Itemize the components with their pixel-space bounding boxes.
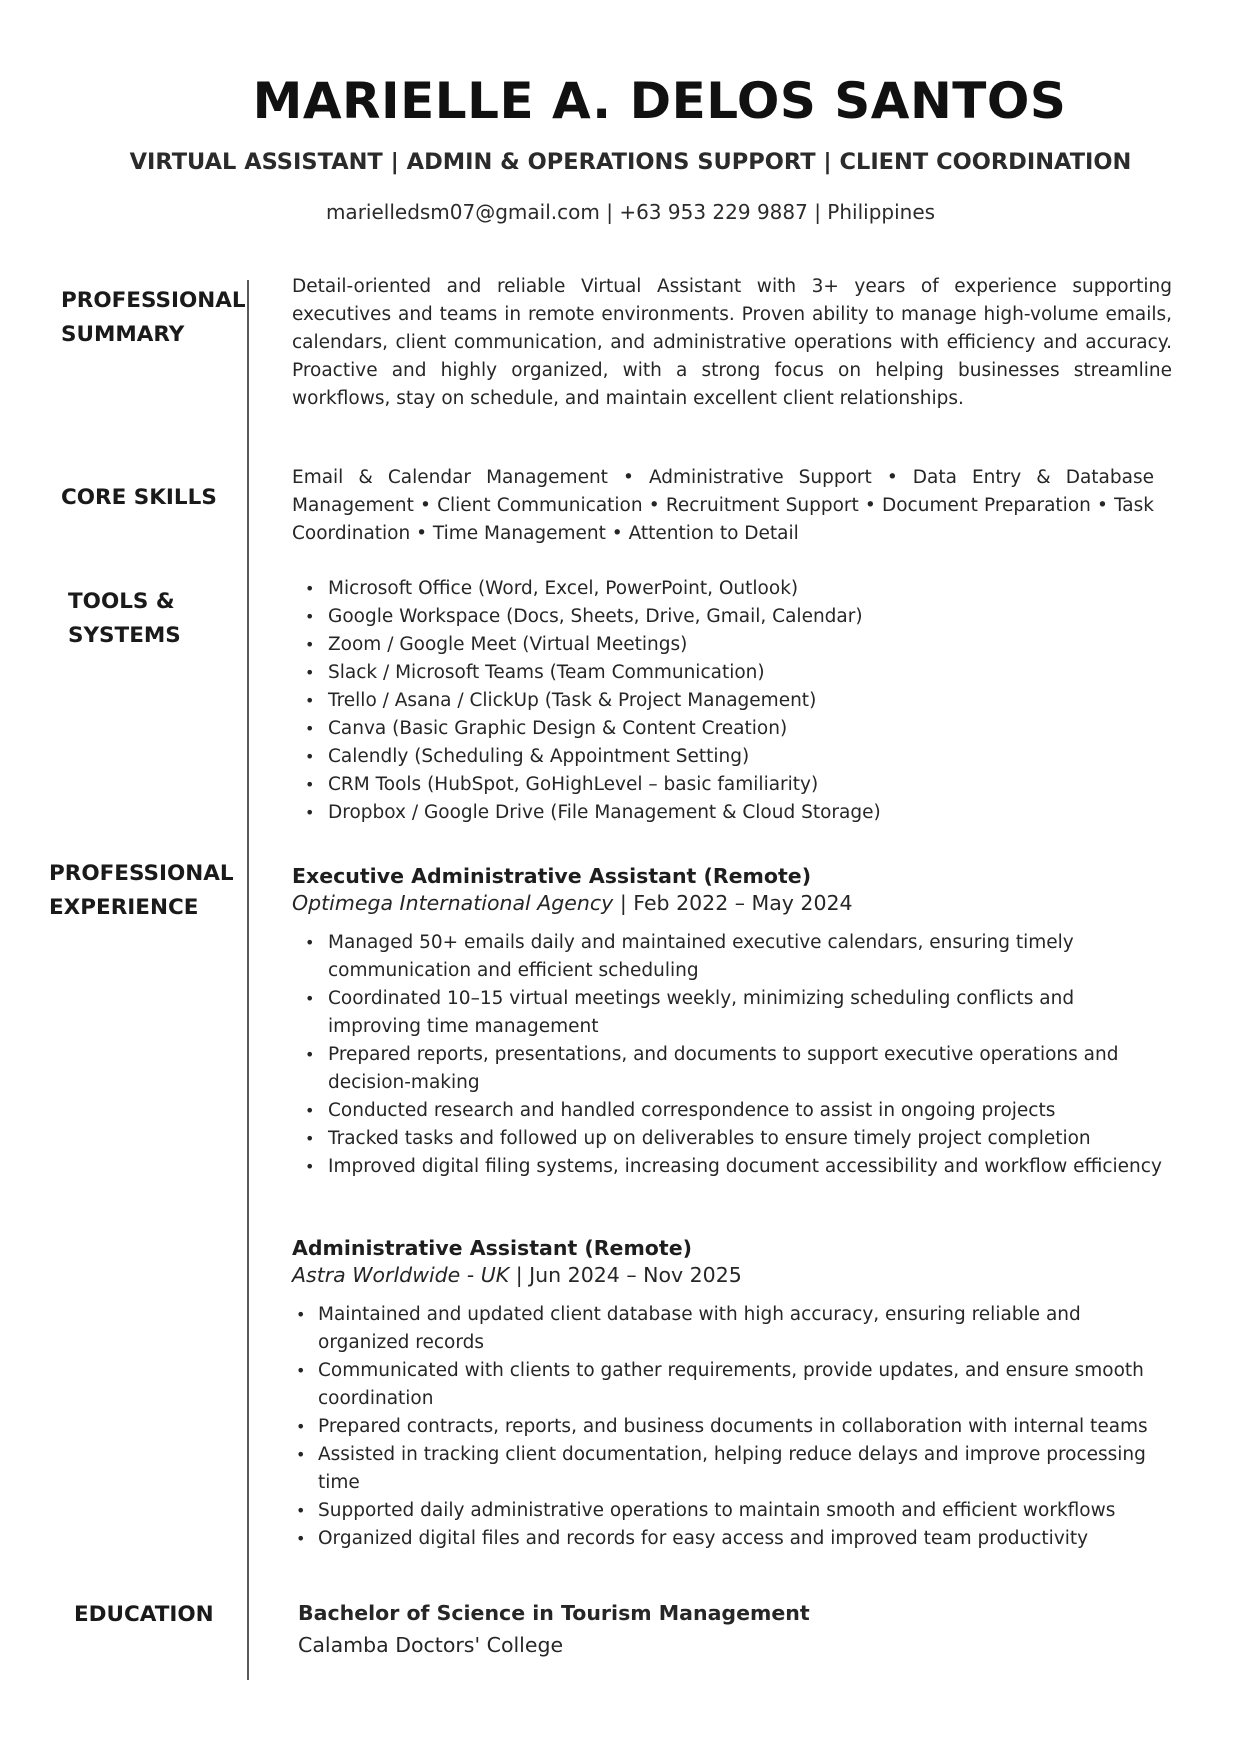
job-meta bbox=[292, 890, 1172, 917]
job-bullet: • Organized digital files and records for easy access and improved team productivity bbox=[292, 1525, 1172, 1553]
job-bullet: • Managed 50+ emails daily and maintained executive calendars, ensuring timely communication and efficient scheduling bbox=[292, 929, 1172, 985]
job-bullet: • Communicated with clients to gather requirements, provide updates, and ensure smooth coordination bbox=[292, 1357, 1172, 1413]
job-meta bbox=[292, 1262, 1172, 1289]
tools-list-wrap bbox=[292, 575, 1172, 827]
tools-item: • Slack / Microsoft Teams (Team Communication) bbox=[292, 659, 1172, 687]
tools-label-line1: TOOLS & bbox=[68, 589, 175, 614]
job-bullet: • Supported daily administrative operations to maintain smooth and efficient workflows bbox=[292, 1497, 1172, 1525]
job-bullets bbox=[292, 929, 1172, 1181]
job-company: Optimega International Agency bbox=[292, 891, 614, 915]
tools-item: • Trello / Asana / ClickUp (Task & Project Management) bbox=[292, 687, 1172, 715]
summary-text: Detail-oriented and reliable Virtual Assistant with 3+ years of experience supporting executives and teams in remote environments. Proven ability to manage high-volume emails, calendars, client communication, and administrative operations with efficiency and accuracy. Proactive and highly organized, with a strong focus on helping businesses streamline workflows, stay on schedule, and maintain excellent client relationships. bbox=[292, 276, 1172, 409]
job-bullet: • Prepared contracts, reports, and business documents in collaboration with internal teams bbox=[292, 1413, 1172, 1441]
education-entry bbox=[298, 1597, 1178, 1661]
experience-label bbox=[49, 857, 234, 925]
candidate-name: MARIELLE A. DELOS SANTOS bbox=[252, 72, 1067, 130]
tools-label-line2: SYSTEMS bbox=[68, 623, 181, 648]
job-bullet: • Improved digital filing systems, increasing document accessibility and workflow efficiency bbox=[292, 1153, 1172, 1181]
tools-item: • Dropbox / Google Drive (File Management & Cloud Storage) bbox=[292, 799, 1172, 827]
tools-item: • Google Workspace (Docs, Sheets, Drive, Gmail, Calendar) bbox=[292, 603, 1172, 631]
summary-label-line1: PROFESSIONAL bbox=[61, 288, 246, 313]
job-bullet: • Prepared reports, presentations, and documents to support executive operations and decision-making bbox=[292, 1041, 1172, 1097]
contact-line: marielledsm07@gmail.com | +63 953 229 9887 | Philippines bbox=[325, 200, 936, 224]
summary-label-line2: SUMMARY bbox=[61, 322, 185, 347]
tools-item: • Canva (Basic Graphic Design & Content Creation) bbox=[292, 715, 1172, 743]
education-school: Calamba Doctors' College bbox=[298, 1633, 564, 1657]
tools-item: • Zoom / Google Meet (Virtual Meetings) bbox=[292, 631, 1172, 659]
job-bullet: • Conducted research and handled correspondence to assist in ongoing projects bbox=[292, 1097, 1172, 1125]
candidate-headline: VIRTUAL ASSISTANT | ADMIN & OPERATIONS SUPPORT | CLIENT COORDINATION bbox=[129, 149, 1132, 175]
job-entry bbox=[292, 1235, 1172, 1553]
tools-list bbox=[292, 575, 1172, 827]
job-bullet: • Maintained and updated client database with high accuracy, ensuring reliable and organized records bbox=[292, 1301, 1172, 1357]
tools-item: • Microsoft Office (Word, Excel, PowerPoint, Outlook) bbox=[292, 575, 1172, 603]
education-degree: Bachelor of Science in Tourism Management bbox=[298, 1601, 810, 1625]
tools-item: • CRM Tools (HubSpot, GoHighLevel – basic familiarity) bbox=[292, 771, 1172, 799]
job-bullet: • Tracked tasks and followed up on deliverables to ensure timely project completion bbox=[292, 1125, 1172, 1153]
skills-label: CORE SKILLS bbox=[61, 485, 217, 510]
tools-item: • Calendly (Scheduling & Appointment Setting) bbox=[292, 743, 1172, 771]
tools-label bbox=[68, 585, 181, 653]
job-bullets bbox=[292, 1301, 1172, 1553]
job-bullet: • Assisted in tracking client documentation, helping reduce delays and improve processing time bbox=[292, 1441, 1172, 1497]
job-title: Executive Administrative Assistant (Remote) bbox=[292, 864, 812, 888]
section-divider bbox=[247, 280, 249, 1680]
job-entry bbox=[292, 863, 1172, 1181]
experience-label-line2: EXPERIENCE bbox=[49, 895, 199, 920]
job-dates: | Feb 2022 – May 2024 bbox=[613, 891, 853, 915]
job-bullet: • Coordinated 10–15 virtual meetings weekly, minimizing scheduling conflicts and improving time management bbox=[292, 985, 1172, 1041]
job-dates: | Jun 2024 – Nov 2025 bbox=[509, 1263, 742, 1287]
summary-label bbox=[61, 284, 246, 352]
skills-text: Email & Calendar Management • Administrative Support • Data Entry & Database Management • Client Communication • Recruitment Support • Document Preparation • Task Coordination • Time Management • Attention to Detail bbox=[292, 467, 1154, 544]
experience-label-line1: PROFESSIONAL bbox=[49, 861, 234, 886]
education-label: EDUCATION bbox=[74, 1602, 214, 1627]
job-company: Astra Worldwide - UK bbox=[292, 1263, 510, 1287]
job-title: Administrative Assistant (Remote) bbox=[292, 1236, 692, 1260]
